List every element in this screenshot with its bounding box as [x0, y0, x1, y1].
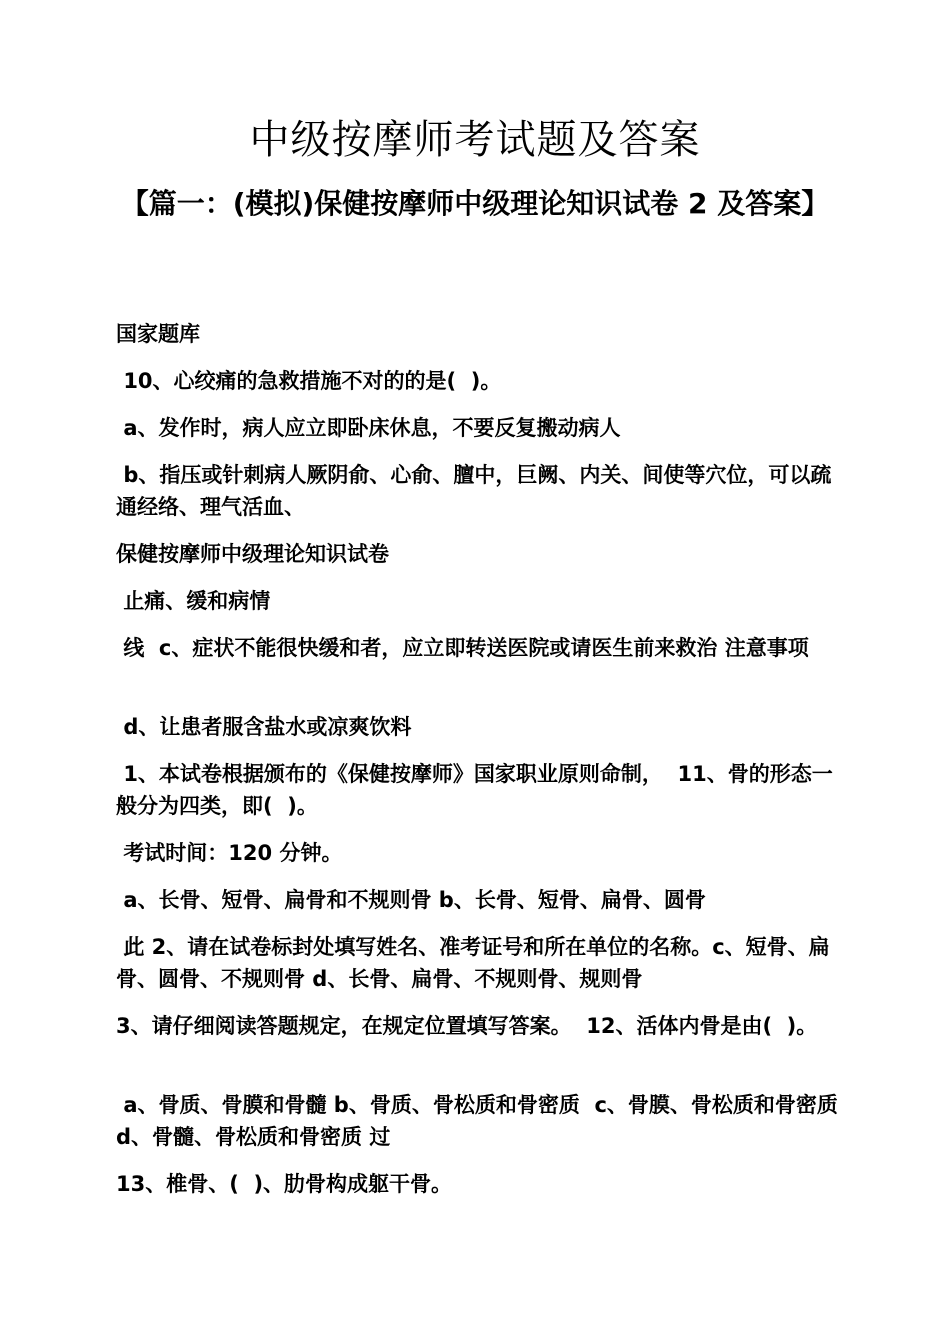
paragraph-q10-option-c: 线 c、症状不能很快缓和者，应立即转送医院或请医生前来救治 注意事项	[116, 636, 809, 660]
paragraph-exam-name: 保健按摩师中级理论知识试卷	[116, 542, 389, 566]
paragraph-q10-option-a: a、发作时，病人应立即卧床休息，不要反复搬动病人	[116, 416, 621, 440]
paragraph-q12-options: a、骨质、骨膜和骨髓 b、骨质、骨松质和骨密质 c、骨膜、骨松质和骨密质 d、骨髓、骨松质和骨密质 过	[116, 1093, 846, 1149]
paragraph-note-1-q11: 1、本试卷根据颁布的《保健按摩师》国家职业原则命制， 11、骨的形态一般分为四类，即( )。	[116, 762, 833, 818]
paragraph-relieve-pain: 止痛、缓和病情	[116, 589, 271, 613]
paragraph-exam-time: 考试时间：120 分钟。	[116, 841, 343, 865]
paragraph-note-3-q12: 3、请仔细阅读答题规定，在规定位置填写答案。 12、活体内骨是由( )。	[116, 1014, 818, 1038]
document-subtitle: 【篇一：(模拟)保健按摩师中级理论知识试卷 2 及答案】	[120, 187, 830, 220]
paragraph-note-2-q11-options-cd: 此 2、请在试卷标封处填写姓名、准考证号和所在单位的名称。c、短骨、扁骨、圆骨、不规则骨 d、长骨、扁骨、不规则骨、规则骨	[116, 935, 830, 991]
document-title: 中级按摩师考试题及答案	[249, 117, 701, 163]
paragraph-q13: 13、椎骨、( )、肋骨构成躯干骨。	[116, 1172, 453, 1196]
paragraph-q10: 10、心绞痛的急救措施不对的的是( )。	[116, 369, 502, 393]
paragraph-q10-option-d: d、让患者服含盐水或凉爽饮料	[116, 715, 412, 739]
paragraph-question-bank: 国家题库	[116, 322, 200, 346]
paragraph-q10-option-b: b、指压或针刺病人厥阴俞、心俞、膻中，巨阙、内关、间使等穴位，可以疏通经络、理气活血、	[116, 463, 832, 519]
paragraph-q11-options-ab: a、长骨、短骨、扁骨和不规则骨 b、长骨、短骨、扁骨、圆骨	[116, 888, 706, 912]
